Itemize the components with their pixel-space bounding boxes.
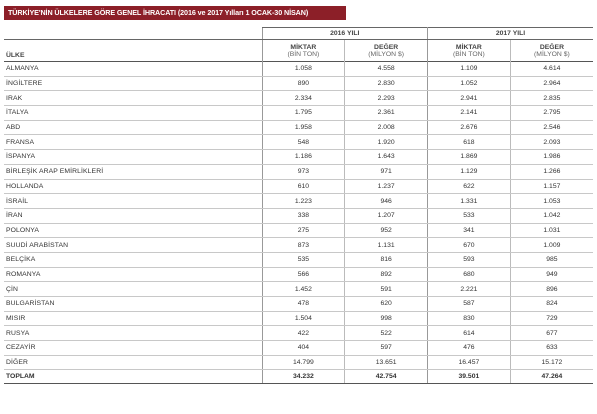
table-row [4,311,593,326]
cell-miktar-2017: 1.129 [428,164,511,179]
cell-miktar-2016: 422 [262,326,345,341]
table-row [4,223,593,238]
cell-miktar-2017: 341 [428,223,511,238]
table-row [4,106,593,121]
cell-deger-2016: 2.830 [345,76,428,91]
table-row [4,62,593,77]
year-2017-header: 2017 YILI [428,28,594,40]
cell-deger-2016: 1.920 [345,135,428,150]
year-2016-header: 2016 YILI [262,28,428,40]
cell-deger-2016: 2.293 [345,91,428,106]
cell-miktar-2016: 14.799 [262,355,345,370]
year-header-row [4,28,593,40]
total-miktar-2017: 39.501 [428,370,511,384]
miktar-2017-label: MİKTAR [455,44,482,51]
cell-miktar-2016: 535 [262,252,345,267]
cell-deger-2017: 1.042 [510,208,593,223]
cell-country: İSRAİL [4,194,262,209]
cell-country: ÇİN [4,282,262,297]
cell-miktar-2016: 973 [262,164,345,179]
cell-miktar-2016: 478 [262,297,345,312]
cell-miktar-2017: 1.109 [428,62,511,77]
cell-miktar-2016: 275 [262,223,345,238]
cell-deger-2017: 1.157 [510,179,593,194]
cell-miktar-2017: 593 [428,252,511,267]
deger-2017-label: DEĞER [539,44,564,51]
cell-country: BULGARİSTAN [4,297,262,312]
cell-deger-2016: 1.207 [345,208,428,223]
cell-deger-2017: 1.266 [510,164,593,179]
miktar-2017-unit: (BİN TON) [452,51,485,59]
cell-deger-2017: 2.546 [510,120,593,135]
cell-miktar-2016: 610 [262,179,345,194]
cell-deger-2016: 2.008 [345,120,428,135]
total-row [4,370,593,384]
cell-deger-2017: 2.964 [510,76,593,91]
table-row [4,179,593,194]
table-row [4,282,593,297]
cell-miktar-2016: 1.504 [262,311,345,326]
cell-miktar-2017: 830 [428,311,511,326]
cell-miktar-2016: 548 [262,135,345,150]
cell-deger-2016: 2.361 [345,106,428,121]
cell-deger-2016: 4.558 [345,62,428,77]
table-row [4,355,593,370]
cell-deger-2017: 2.835 [510,91,593,106]
miktar-2016-unit: (BİN TON) [287,51,320,59]
total-deger-2016: 42.754 [345,370,428,384]
cell-deger-2017: 824 [510,297,593,312]
cell-deger-2016: 946 [345,194,428,209]
cell-miktar-2016: 566 [262,267,345,282]
table-row [4,326,593,341]
cell-miktar-2017: 2.221 [428,282,511,297]
cell-country: FRANSA [4,135,262,150]
column-header-row [4,40,593,62]
cell-miktar-2017: 618 [428,135,511,150]
cell-deger-2016: 971 [345,164,428,179]
cell-miktar-2017: 2.676 [428,120,511,135]
cell-deger-2016: 1.237 [345,179,428,194]
header-spacer [4,28,262,40]
cell-miktar-2016: 1.223 [262,194,345,209]
miktar-2016-header [262,40,345,62]
cell-deger-2016: 952 [345,223,428,238]
cell-deger-2017: 985 [510,252,593,267]
cell-country: ABD [4,120,262,135]
cell-deger-2016: 816 [345,252,428,267]
cell-miktar-2017: 476 [428,341,511,356]
cell-miktar-2017: 614 [428,326,511,341]
table-title: TÜRKİYE'NİN ÜLKELERE GÖRE GENEL İHRACATI (2016 ve 2017 Yılları 1 OCAK-30 NİSAN) [4,6,346,20]
table-row [4,341,593,356]
cell-country: SUUDİ ARABİSTAN [4,238,262,253]
table-row [4,297,593,312]
deger-2017-header [510,40,593,62]
cell-country: İSPANYA [4,150,262,165]
cell-miktar-2017: 1.869 [428,150,511,165]
cell-country: HOLLANDA [4,179,262,194]
total-label: TOPLAM [4,370,262,384]
table-row [4,252,593,267]
miktar-2017-header [428,40,511,62]
cell-country: CEZAYİR [4,341,262,356]
cell-miktar-2017: 622 [428,179,511,194]
cell-deger-2017: 1.986 [510,150,593,165]
cell-deger-2017: 1.009 [510,238,593,253]
table-body [4,62,593,370]
cell-miktar-2016: 1.958 [262,120,345,135]
cell-country: DİĞER [4,355,262,370]
cell-deger-2017: 949 [510,267,593,282]
cell-miktar-2016: 2.334 [262,91,345,106]
export-table [4,27,593,384]
deger-2016-unit: (MİLYON $) [368,51,404,59]
cell-miktar-2017: 587 [428,297,511,312]
cell-deger-2017: 2.795 [510,106,593,121]
cell-deger-2017: 15.172 [510,355,593,370]
cell-miktar-2016: 1.452 [262,282,345,297]
total-deger-2017: 47.264 [510,370,593,384]
cell-deger-2017: 4.614 [510,62,593,77]
cell-miktar-2017: 670 [428,238,511,253]
country-column-header: ÜLKE [6,51,25,59]
cell-country: ROMANYA [4,267,262,282]
cell-miktar-2016: 404 [262,341,345,356]
table-row [4,164,593,179]
cell-deger-2016: 620 [345,297,428,312]
cell-miktar-2017: 1.331 [428,194,511,209]
cell-deger-2017: 633 [510,341,593,356]
table-row [4,208,593,223]
deger-2016-label: DEĞER [374,44,399,51]
export-table-panel [4,6,593,384]
cell-deger-2017: 2.093 [510,135,593,150]
cell-deger-2017: 1.031 [510,223,593,238]
cell-country: MISIR [4,311,262,326]
cell-deger-2017: 896 [510,282,593,297]
cell-country: İTALYA [4,106,262,121]
cell-deger-2016: 597 [345,341,428,356]
cell-deger-2016: 13.651 [345,355,428,370]
cell-deger-2016: 998 [345,311,428,326]
cell-deger-2017: 729 [510,311,593,326]
table-row [4,194,593,209]
cell-deger-2016: 522 [345,326,428,341]
table-row [4,135,593,150]
miktar-2016-label: MİKTAR [290,44,317,51]
cell-miktar-2017: 2.141 [428,106,511,121]
table-row [4,238,593,253]
cell-miktar-2016: 873 [262,238,345,253]
cell-deger-2016: 591 [345,282,428,297]
cell-country: IRAK [4,91,262,106]
table-row [4,91,593,106]
cell-miktar-2016: 890 [262,76,345,91]
cell-country: İNGİLTERE [4,76,262,91]
cell-deger-2017: 677 [510,326,593,341]
cell-miktar-2017: 533 [428,208,511,223]
cell-miktar-2016: 1.795 [262,106,345,121]
cell-deger-2017: 1.053 [510,194,593,209]
table-row [4,267,593,282]
cell-country: BİRLEŞİK ARAP EMİRLİKLERİ [4,164,262,179]
cell-miktar-2017: 2.941 [428,91,511,106]
cell-deger-2016: 892 [345,267,428,282]
deger-2017-unit: (MİLYON $) [534,51,570,59]
cell-miktar-2017: 16.457 [428,355,511,370]
cell-deger-2016: 1.643 [345,150,428,165]
cell-miktar-2016: 338 [262,208,345,223]
deger-2016-header [345,40,428,62]
cell-country: İRAN [4,208,262,223]
cell-country: ALMANYA [4,62,262,77]
cell-miktar-2016: 1.186 [262,150,345,165]
cell-country: POLONYA [4,223,262,238]
total-miktar-2016: 34.232 [262,370,345,384]
cell-country: BELÇİKA [4,252,262,267]
table-row [4,120,593,135]
cell-miktar-2016: 1.058 [262,62,345,77]
table-row [4,76,593,91]
cell-miktar-2017: 1.052 [428,76,511,91]
cell-deger-2016: 1.131 [345,238,428,253]
cell-miktar-2017: 680 [428,267,511,282]
cell-country: RUSYA [4,326,262,341]
table-row [4,150,593,165]
